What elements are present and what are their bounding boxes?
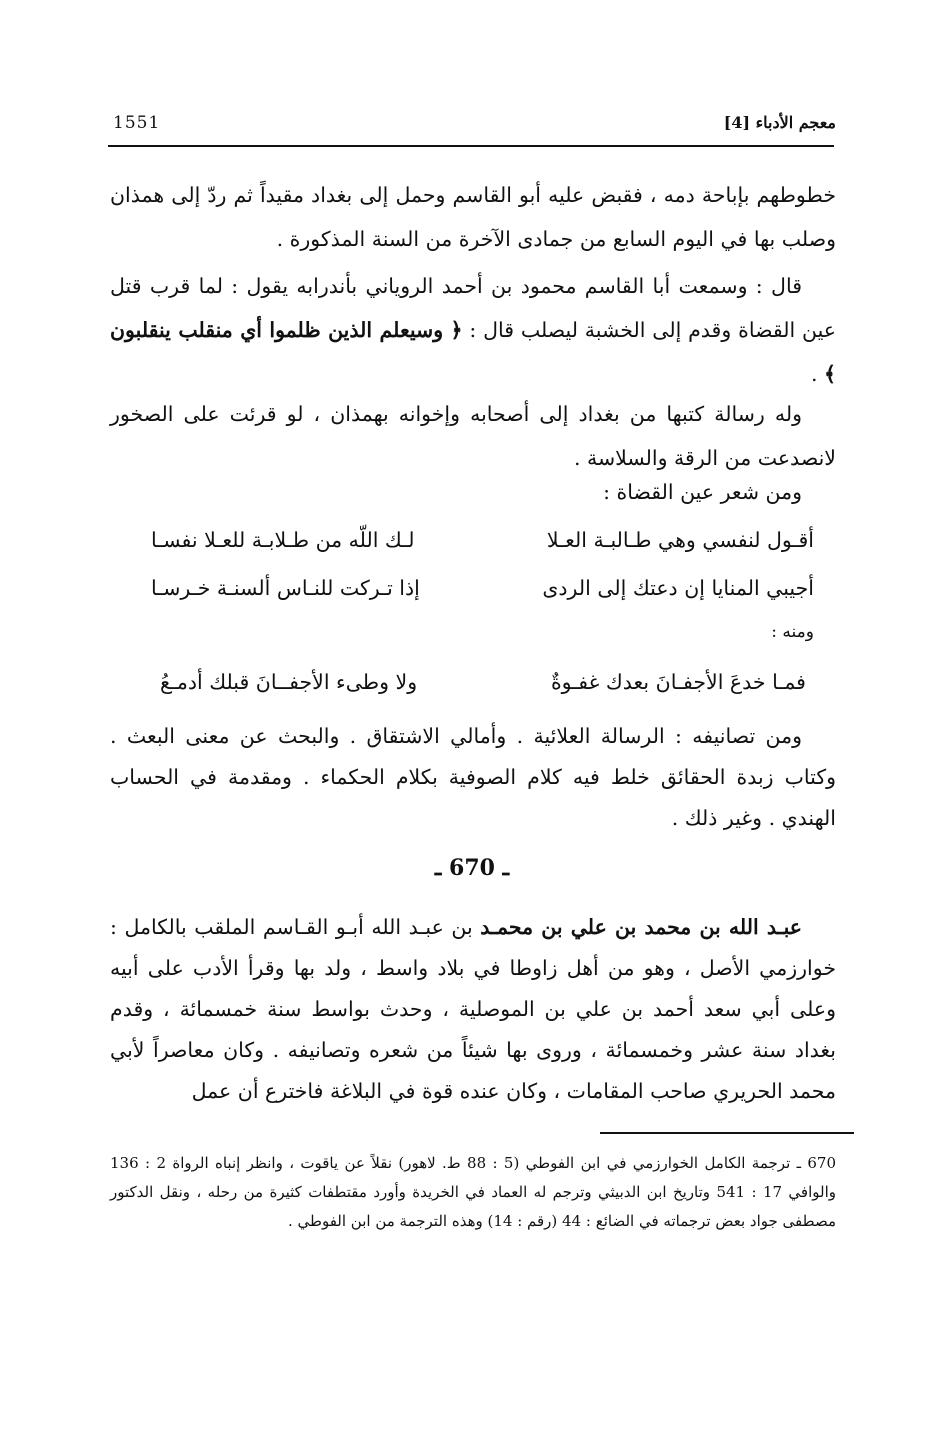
verse-1-first-hemistich: أقـول لنفسي وهي طـالبـة العـلا <box>546 528 814 552</box>
running-title: معجم الأدباء [4] <box>723 113 836 132</box>
footnote: 670 ـ ترجمة الكامل الخوارزمي في ابن الفوطي (5 : 88 ط. لاهور) نقلاً عن ياقوت ، وانظر إنباه الرواة 2 : 136 والوافي 17 : 541 وتاريخ ابن الدبيثي وترجم له العماد في الخريدة وأورد مقتطفات كثيرة من رحله ، ونقل الدكتور مصطفى جواد بعض ترجماته في الضائع : 44 (رقم : 14) وهذه الترجمة من ابن الفوطي . <box>110 1154 837 1230</box>
paragraph-works: ومن تصانيفه : الرسالة العلائية . وأمالي الاشتقاق . والبحث عن معنى البعث . وكتاب زبدة الحقائق خلط فيه كلام الصوفية بكلام الحكماء . ومقدمة في الحساب الهندي . وغير ذلك . <box>110 724 836 830</box>
paragraph-last-words <box>110 264 836 396</box>
verse-3-first-hemistich: فمـا خدعَ الأجفـانَ بعدك غفـوةٌ <box>550 670 806 694</box>
entry-name: عبـد الله بن محمد بن علي بن محمـد <box>480 915 803 939</box>
poetry-intro: ومن شعر عين القضاة : <box>603 480 802 504</box>
verse-2-second-hemistich: إذا تـركت للنـاس ألسنـة خـرسـا <box>151 576 420 600</box>
entry-number-heading: ـ 670 ـ <box>434 855 510 881</box>
entry-body: بن عبـد الله أبـو القـاسم الملقب بالكامل : خوارزمي الأصل ، وهو من أهل زاوطا في بلاد واسط ، ولد بها وقرأ الأدب على أبيه وعلى أبي سعد أحمد بن علي بن الموصلية ، وحدث بواسط سنة خمسمائة ، وقدم بغداد سنة عشر وخمسمائة ، وروى بها شيئاً من شعره وتصانيفه . وكان معاصراً لأبي محمد الحريري صاحب المقامات ، وكان عنده قوة في البلاغة فاخترع أن عمل <box>110 915 836 1103</box>
minhu-label: ومنه : <box>771 622 814 642</box>
paragraph-execution: خطوطهم بإباحة دمه ، فقبض عليه أبو القاسم وحمل إلى بغداد مقيداً ثم ردّ إلى همذان وصلب بها في اليوم السابع من جمادى الآخرة من السنة المذكورة . <box>110 183 836 251</box>
verse-2-first-hemistich: أجيبي المنايا إن دعتك إلى الردى <box>542 576 814 600</box>
verse-1-second-hemistich: لـك اللّه من طـلابـة للعـلا نفسـا <box>151 528 415 552</box>
last-words-text: قال : وسمعت أبا القاسم محمود بن أحمد الروياني بأندرابه يقول : لما قرب قتل عين القضاة وقدم إلى الخشبة ليصلب قال : <box>110 274 836 342</box>
entry-biography <box>110 907 836 1112</box>
paragraph-letter: وله رسالة كتبها من بغداد إلى أصحابه وإخوانه بهمذان ، لو قرئت على الصخور لانصدعت من الرقة والسلاسة . <box>110 402 836 470</box>
header-rule <box>108 145 834 147</box>
page-number: 1551 <box>113 113 161 133</box>
footnote-rule <box>600 1132 854 1134</box>
quran-quote: ﴿ وسيعلم الذين ظلموا أي منقلب ينقلبون ﴾ <box>110 318 836 386</box>
verse-3-second-hemistich: ولا وطىء الأجفــانَ قبلك أدمـعُ <box>160 670 418 694</box>
last-words-end: . <box>810 362 824 386</box>
